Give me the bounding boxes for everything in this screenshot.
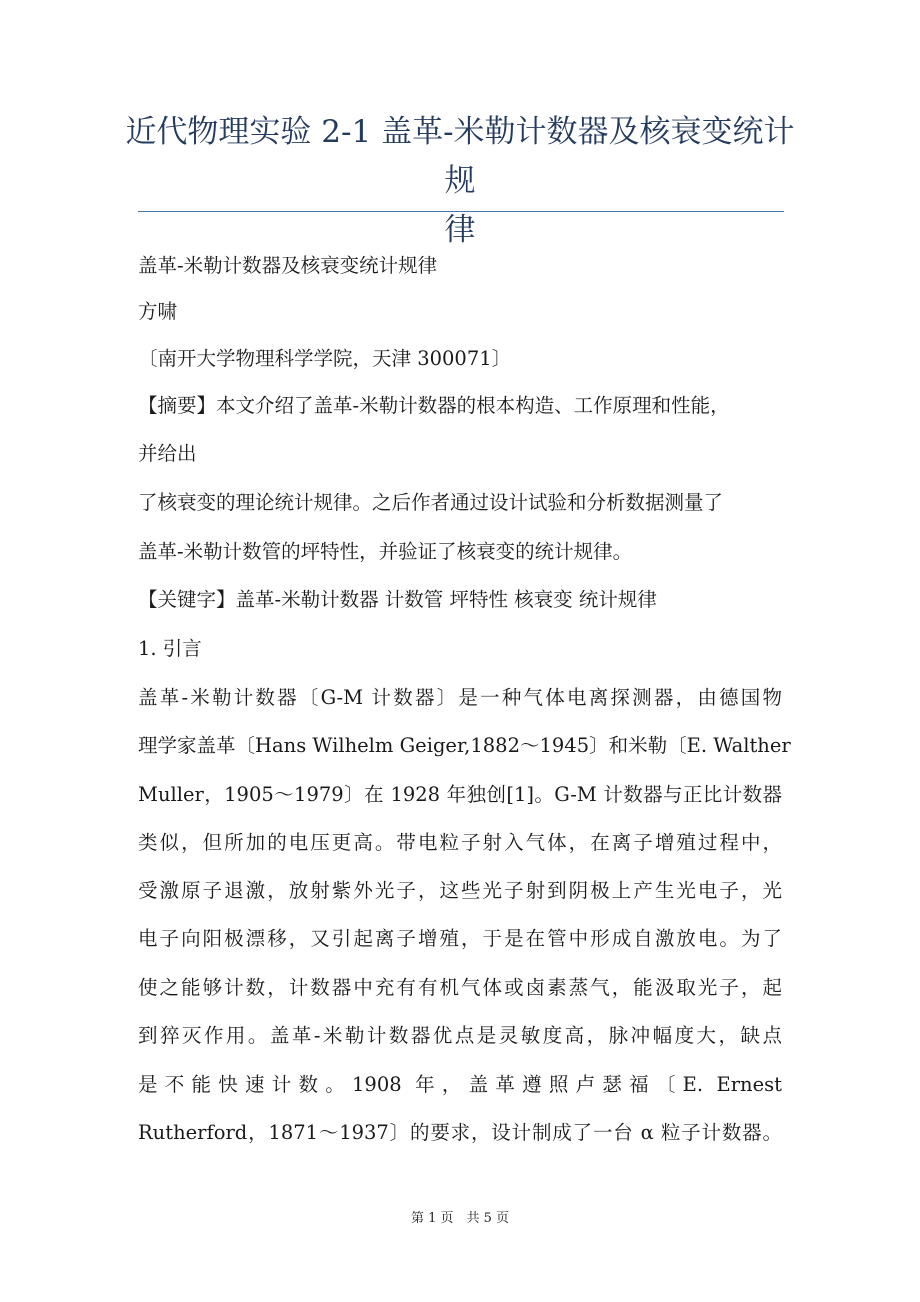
body-line: 盖革-米勒计数器〔G-M 计数器〕是一种气体电离探测器，由德国物: [138, 686, 782, 709]
body-line: 使之能够计数，计数器中充有有机气体或卤素蒸气，能汲取光子，起: [138, 976, 782, 999]
page-footer: 第 1 页 共 5 页: [410, 1211, 510, 1226]
body-line: Muller，1905～1979〕在 1928 年独创[1]。G-M 计数器与正比计数器: [138, 783, 782, 806]
keywords: 【关键字】盖革-米勒计数器 计数管 坪特性 核衰变 统计规律: [138, 588, 657, 611]
abstract-line: 盖革-米勒计数管的坪特性，并验证了核衰变的统计规律。: [138, 540, 633, 563]
title-line-1: 近代物理实验 2-1 盖革-米勒计数器及核衰变统计规: [125, 114, 795, 199]
abstract-line: 【摘要】本文介绍了盖革-米勒计数器的根本构造、工作原理和性能，: [138, 394, 730, 417]
author: 方啸: [138, 300, 178, 323]
affiliation: 〔南开大学物理科学学院，天津 300071〕: [138, 347, 512, 370]
body-line: 到猝灭作用。盖革-米勒计数器优点是灵敏度高，脉冲幅度大，缺点: [138, 1024, 782, 1047]
body-line: 是不能快速计数。1908 年，盖革遵照卢瑟福〔E. Ernest: [138, 1073, 782, 1096]
body-line: 电子向阳极漂移，又引起离子增殖，于是在管中形成自激放电。为了: [138, 927, 782, 950]
title-line-2: 律: [444, 212, 476, 248]
body-line: Rutherford，1871～1937〕的要求，设计制成了一台 α 粒子计数器。: [138, 1121, 782, 1144]
document-title: [110, 108, 810, 255]
title-divider: [138, 211, 784, 212]
abstract-line: 并给出: [138, 442, 197, 465]
body-line: 理学家盖革〔Hans Wilhelm Geiger,1882～1945〕和米勒〔E. Walther: [138, 734, 791, 757]
abstract-line: 了核衰变的理论统计规律。之后作者通过设计试验和分析数据测量了: [138, 491, 724, 514]
paper-title: 盖革-米勒计数器及核衰变统计规律: [138, 254, 438, 277]
section-heading: 1. 引言: [138, 637, 202, 660]
body-line: 受激原子退激，放射紫外光子，这些光子射到阴极上产生光电子，光: [138, 879, 782, 902]
body-line: 类似，但所加的电压更高。带电粒子射入气体，在离子增殖过程中，: [138, 831, 782, 854]
